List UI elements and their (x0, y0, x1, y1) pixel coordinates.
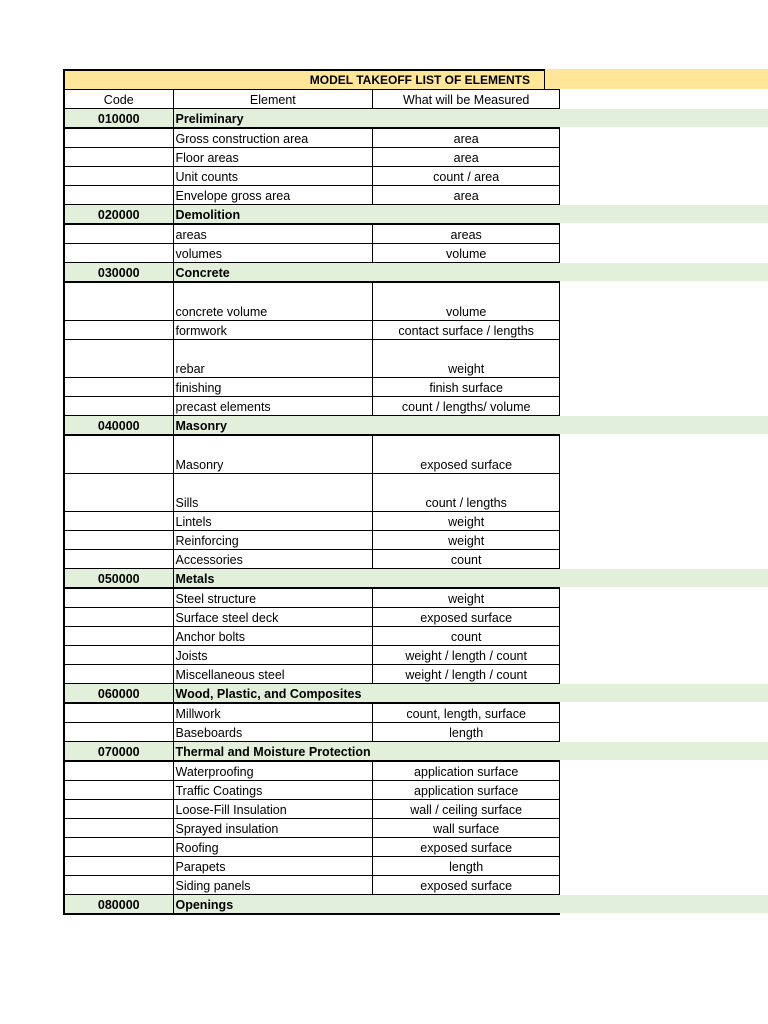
section-code[interactable]: 040000 (64, 416, 173, 436)
item-measure[interactable]: wall / ceiling surface (373, 800, 560, 819)
item-element[interactable]: Accessories (173, 550, 373, 569)
item-row (64, 627, 560, 646)
section-code[interactable]: 070000 (64, 742, 173, 762)
item-element[interactable]: Anchor bolts (173, 627, 373, 646)
section-code[interactable]: 020000 (64, 205, 173, 225)
item-element[interactable]: Millwork (173, 703, 373, 723)
section-blank-cell[interactable] (373, 742, 560, 762)
item-measure[interactable]: exposed surface (373, 435, 560, 474)
item-measure[interactable]: exposed surface (373, 876, 560, 895)
item-measure[interactable]: area (373, 148, 560, 167)
item-measure[interactable]: exposed surface (373, 838, 560, 857)
section-band-extension (545, 569, 768, 588)
item-row (64, 435, 560, 474)
item-code-cell[interactable] (64, 244, 173, 263)
item-row (64, 665, 560, 684)
section-row (64, 569, 560, 589)
item-element[interactable]: Surface steel deck (173, 608, 373, 627)
item-measure[interactable]: weight (373, 588, 560, 608)
item-code-cell[interactable] (64, 761, 173, 781)
item-row (64, 321, 560, 340)
item-code-cell[interactable] (64, 148, 173, 167)
section-row (64, 742, 560, 762)
item-code-cell[interactable] (64, 435, 173, 474)
section-band-extension (545, 263, 768, 282)
item-measure[interactable]: contact surface / lengths (373, 321, 560, 340)
item-row (64, 838, 560, 857)
item-code-cell[interactable] (64, 665, 173, 684)
item-measure[interactable]: count / lengths (373, 474, 560, 512)
item-element[interactable]: Loose-Fill Insulation (173, 800, 373, 819)
item-row (64, 819, 560, 838)
item-row (64, 857, 560, 876)
item-code-cell[interactable] (64, 397, 173, 416)
header-measure[interactable]: What will be Measured (373, 90, 560, 109)
section-row (64, 416, 560, 436)
item-code-cell[interactable] (64, 512, 173, 531)
item-row (64, 703, 560, 723)
item-element[interactable]: Sills (173, 474, 373, 512)
item-element[interactable]: volumes (173, 244, 373, 263)
item-element[interactable]: Waterproofing (173, 761, 373, 781)
item-measure[interactable]: count / area (373, 167, 560, 186)
item-row (64, 244, 560, 263)
item-element[interactable]: Masonry (173, 435, 373, 474)
item-code-cell[interactable] (64, 723, 173, 742)
item-row (64, 282, 560, 321)
item-measure[interactable]: finish surface (373, 378, 560, 397)
item-code-cell[interactable] (64, 608, 173, 627)
item-code-cell[interactable] (64, 474, 173, 512)
section-band-extension (545, 416, 768, 435)
item-row (64, 167, 560, 186)
item-row (64, 781, 560, 800)
item-row (64, 340, 560, 378)
item-row (64, 646, 560, 665)
item-element[interactable]: Traffic Coatings (173, 781, 373, 800)
section-band-extension (545, 205, 768, 224)
section-row (64, 205, 560, 225)
section-band-extension (545, 742, 768, 761)
item-code-cell[interactable] (64, 224, 173, 244)
section-code[interactable]: 080000 (64, 895, 173, 915)
section-blank-cell[interactable] (373, 895, 560, 915)
item-code-cell[interactable] (64, 838, 173, 857)
item-element[interactable]: Siding panels (173, 876, 373, 895)
item-measure[interactable]: volume (373, 282, 560, 321)
item-code-cell[interactable] (64, 167, 173, 186)
section-row (64, 895, 560, 915)
section-name[interactable]: Concrete (173, 263, 373, 283)
item-code-cell[interactable] (64, 876, 173, 895)
section-name[interactable]: Preliminary (173, 109, 373, 129)
section-blank-cell[interactable] (373, 205, 560, 225)
section-row (64, 263, 560, 283)
header-element[interactable]: Element (173, 90, 373, 109)
item-code-cell[interactable] (64, 627, 173, 646)
item-code-cell[interactable] (64, 857, 173, 876)
section-name[interactable]: Masonry (173, 416, 373, 436)
item-measure[interactable]: weight / length / count (373, 665, 560, 684)
item-measure[interactable]: length (373, 857, 560, 876)
item-code-cell[interactable] (64, 800, 173, 819)
section-blank-cell[interactable] (373, 684, 560, 704)
item-element[interactable]: Roofing (173, 838, 373, 857)
item-measure[interactable]: count (373, 627, 560, 646)
item-element[interactable]: Floor areas (173, 148, 373, 167)
item-code-cell[interactable] (64, 781, 173, 800)
section-blank-cell[interactable] (373, 263, 560, 283)
item-row (64, 876, 560, 895)
item-measure[interactable]: weight (373, 512, 560, 531)
item-measure[interactable]: area (373, 186, 560, 205)
section-row (64, 684, 560, 704)
item-row (64, 608, 560, 627)
item-element[interactable]: Baseboards (173, 723, 373, 742)
item-code-cell[interactable] (64, 186, 173, 205)
section-name[interactable]: Wood, Plastic, and Composites (173, 684, 373, 704)
item-code-cell[interactable] (64, 819, 173, 838)
item-element[interactable]: formwork (173, 321, 373, 340)
section-code[interactable]: 050000 (64, 569, 173, 589)
item-measure[interactable]: application surface (373, 781, 560, 800)
item-code-cell[interactable] (64, 282, 173, 321)
item-element[interactable]: rebar (173, 340, 373, 378)
item-element[interactable]: Unit counts (173, 167, 373, 186)
item-element[interactable]: Gross construction area (173, 128, 373, 148)
section-band-extension (545, 895, 768, 914)
section-name[interactable]: Metals (173, 569, 373, 589)
item-element[interactable]: Sprayed insulation (173, 819, 373, 838)
section-blank-cell[interactable] (373, 109, 560, 129)
item-row (64, 128, 560, 148)
item-row (64, 723, 560, 742)
item-code-cell[interactable] (64, 703, 173, 723)
item-element[interactable]: precast elements (173, 397, 373, 416)
section-code[interactable]: 010000 (64, 109, 173, 129)
item-row (64, 761, 560, 781)
item-measure[interactable]: count, length, surface (373, 703, 560, 723)
item-measure[interactable]: application surface (373, 761, 560, 781)
section-band-extension (545, 109, 768, 128)
section-name[interactable]: Openings (173, 895, 373, 915)
header-row (64, 90, 560, 109)
item-code-cell[interactable] (64, 128, 173, 148)
item-measure[interactable]: weight (373, 531, 560, 550)
item-element[interactable]: Miscellaneous steel (173, 665, 373, 684)
item-row (64, 800, 560, 819)
item-code-cell[interactable] (64, 321, 173, 340)
item-measure[interactable]: length (373, 723, 560, 742)
takeoff-table (63, 89, 560, 915)
section-code[interactable]: 060000 (64, 684, 173, 704)
item-element[interactable]: Steel structure (173, 588, 373, 608)
item-measure[interactable]: area (373, 128, 560, 148)
item-element[interactable]: Joists (173, 646, 373, 665)
item-row (64, 512, 560, 531)
item-measure[interactable]: weight (373, 340, 560, 378)
item-element[interactable]: areas (173, 224, 373, 244)
item-measure[interactable]: wall surface (373, 819, 560, 838)
item-code-cell[interactable] (64, 378, 173, 397)
item-row (64, 588, 560, 608)
sheet-title[interactable] (63, 69, 545, 89)
section-band-extension (545, 684, 768, 703)
item-element[interactable]: Parapets (173, 857, 373, 876)
item-row (64, 550, 560, 569)
section-row (64, 109, 560, 129)
section-name[interactable]: Thermal and Moisture Protection (173, 742, 373, 762)
item-measure[interactable]: count (373, 550, 560, 569)
item-measure[interactable]: volume (373, 244, 560, 263)
item-row (64, 224, 560, 244)
item-row (64, 186, 560, 205)
item-row (64, 148, 560, 167)
item-element[interactable]: Lintels (173, 512, 373, 531)
item-row (64, 531, 560, 550)
item-measure[interactable]: exposed surface (373, 608, 560, 627)
section-name[interactable]: Demolition (173, 205, 373, 225)
item-element[interactable]: concrete volume (173, 282, 373, 321)
item-row (64, 474, 560, 512)
header-code[interactable]: Code (64, 90, 173, 109)
item-element[interactable]: Envelope gross area (173, 186, 373, 205)
item-code-cell[interactable] (64, 531, 173, 550)
item-code-cell[interactable] (64, 550, 173, 569)
section-blank-cell[interactable] (373, 416, 560, 436)
item-element[interactable]: Reinforcing (173, 531, 373, 550)
item-row (64, 378, 560, 397)
item-code-cell[interactable] (64, 646, 173, 665)
item-measure[interactable]: areas (373, 224, 560, 244)
item-measure[interactable]: count / lengths/ volume (373, 397, 560, 416)
section-blank-cell[interactable] (373, 569, 560, 589)
item-element[interactable]: finishing (173, 378, 373, 397)
item-row (64, 397, 560, 416)
sheet-title-text: MODEL TAKEOFF LIST OF ELEMENTS (309, 73, 530, 87)
item-code-cell[interactable] (64, 588, 173, 608)
item-measure[interactable]: weight / length / count (373, 646, 560, 665)
item-code-cell[interactable] (64, 340, 173, 378)
section-code[interactable]: 030000 (64, 263, 173, 283)
